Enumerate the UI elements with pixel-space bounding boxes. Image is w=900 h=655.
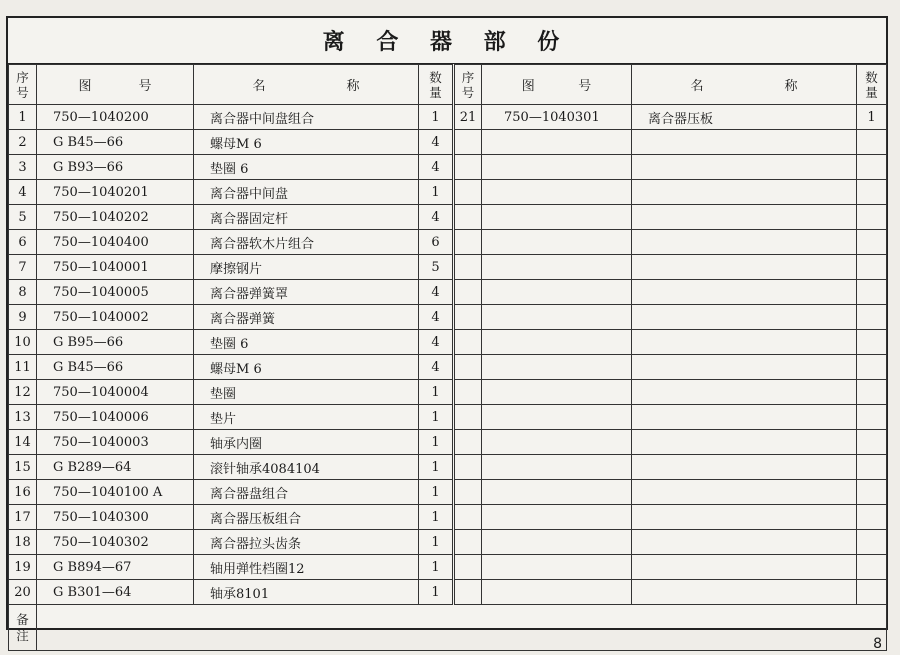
- row-qty-right: [857, 155, 887, 180]
- row-drawing-no: 750—1040005: [37, 280, 194, 305]
- row-drawing-no-right: [482, 255, 632, 280]
- row-name-right: [632, 280, 857, 305]
- row-name: 离合器拉头齿条: [194, 530, 419, 555]
- row-qty-right: [857, 230, 887, 255]
- row-seq-right: [454, 180, 482, 205]
- row-seq-right: [454, 555, 482, 580]
- row-qty-right: [857, 330, 887, 355]
- table-row: [9, 505, 887, 530]
- row-qty: 1: [419, 555, 454, 580]
- row-drawing-no-right: [482, 305, 632, 330]
- row-seq: 16: [9, 480, 37, 505]
- row-qty-right: [857, 130, 887, 155]
- row-qty: 1: [419, 455, 454, 480]
- row-qty: 5: [419, 255, 454, 280]
- row-name: 离合器软木片组合: [194, 230, 419, 255]
- row-seq-right: [454, 280, 482, 305]
- row-name: 垫圈 6: [194, 155, 419, 180]
- row-qty: 1: [419, 530, 454, 555]
- row-seq-right: [454, 505, 482, 530]
- row-name: 离合器盘组合: [194, 480, 419, 505]
- header-name-right: 名 称: [632, 65, 857, 105]
- row-seq-right: [454, 130, 482, 155]
- row-qty-right: [857, 280, 887, 305]
- header-seq-right: 序 号: [454, 65, 482, 105]
- row-qty-right: [857, 380, 887, 405]
- row-name: 滚针轴承4084104: [194, 455, 419, 480]
- header-name: 名 称: [194, 65, 419, 105]
- row-seq: 7: [9, 255, 37, 280]
- row-name: 垫片: [194, 405, 419, 430]
- row-seq-right: [454, 530, 482, 555]
- row-name-right: [632, 155, 857, 180]
- row-name: 垫圈 6: [194, 330, 419, 355]
- row-name-right: [632, 355, 857, 380]
- table-row: [9, 130, 887, 155]
- row-name-right: [632, 130, 857, 155]
- row-seq-right: [454, 430, 482, 455]
- row-name-right: [632, 180, 857, 205]
- row-seq-right: [454, 455, 482, 480]
- row-qty: 1: [419, 580, 454, 605]
- row-seq: 10: [9, 330, 37, 355]
- row-seq: 4: [9, 180, 37, 205]
- row-seq-right: [454, 205, 482, 230]
- row-qty-right: [857, 355, 887, 380]
- row-name-right: [632, 480, 857, 505]
- row-qty-right: [857, 305, 887, 330]
- row-drawing-no: 750—1040202: [37, 205, 194, 230]
- row-qty: 4: [419, 130, 454, 155]
- row-drawing-no-right: [482, 230, 632, 255]
- row-seq-right: [454, 580, 482, 605]
- row-seq-right: [454, 305, 482, 330]
- table-row: [9, 430, 887, 455]
- row-qty-right: [857, 180, 887, 205]
- table-row: [9, 255, 887, 280]
- row-seq: 6: [9, 230, 37, 255]
- row-qty: 4: [419, 155, 454, 180]
- row-seq: 15: [9, 455, 37, 480]
- row-drawing-no: G B93—66: [37, 155, 194, 180]
- row-name: 离合器固定杆: [194, 205, 419, 230]
- row-seq-right: [454, 355, 482, 380]
- row-drawing-no-right: [482, 330, 632, 355]
- table-row: [9, 530, 887, 555]
- row-name-right: 离合器压板: [632, 105, 857, 130]
- row-qty: 6: [419, 230, 454, 255]
- row-seq: 3: [9, 155, 37, 180]
- row-drawing-no: G B894—67: [37, 555, 194, 580]
- row-drawing-no-right: [482, 380, 632, 405]
- row-drawing-no-right: [482, 455, 632, 480]
- row-name-right: [632, 305, 857, 330]
- row-name: 螺母M 6: [194, 355, 419, 380]
- row-drawing-no: G B289—64: [37, 455, 194, 480]
- header-seq: 序 号: [9, 65, 37, 105]
- row-seq-right: [454, 405, 482, 430]
- row-name: 螺母M 6: [194, 130, 419, 155]
- row-seq: 17: [9, 505, 37, 530]
- table-row: [9, 405, 887, 430]
- table-row: [9, 555, 887, 580]
- row-seq: 13: [9, 405, 37, 430]
- row-drawing-no: 750—1040002: [37, 305, 194, 330]
- sheet-title: 离 合 器 部 份: [8, 18, 886, 64]
- row-drawing-no: 750—1040300: [37, 505, 194, 530]
- row-seq-right: [454, 255, 482, 280]
- row-name-right: [632, 330, 857, 355]
- row-qty-right: [857, 455, 887, 480]
- table-row: [9, 305, 887, 330]
- row-name-right: [632, 255, 857, 280]
- row-seq: 19: [9, 555, 37, 580]
- row-drawing-no: G B301—64: [37, 580, 194, 605]
- row-seq: 1: [9, 105, 37, 130]
- row-seq-right: [454, 230, 482, 255]
- row-name-right: [632, 230, 857, 255]
- header-row: [9, 65, 887, 105]
- row-drawing-no: 750—1040001: [37, 255, 194, 280]
- row-name-right: [632, 530, 857, 555]
- row-seq: 14: [9, 430, 37, 455]
- row-qty: 4: [419, 355, 454, 380]
- table-row: [9, 580, 887, 605]
- row-name-right: [632, 455, 857, 480]
- table-row: [9, 180, 887, 205]
- row-qty: 1: [419, 405, 454, 430]
- row-drawing-no: 750—1040004: [37, 380, 194, 405]
- note-row: [9, 605, 887, 651]
- row-drawing-no: G B45—66: [37, 355, 194, 380]
- row-seq-right: [454, 330, 482, 355]
- row-name: 离合器中间盘组合: [194, 105, 419, 130]
- table-row: [9, 455, 887, 480]
- row-qty: 1: [419, 105, 454, 130]
- table-row: [9, 205, 887, 230]
- row-name: 垫圈: [194, 380, 419, 405]
- row-name: 轴用弹性档圈12: [194, 555, 419, 580]
- table-row: [9, 155, 887, 180]
- table-row: [9, 355, 887, 380]
- row-qty-right: [857, 205, 887, 230]
- row-name-right: [632, 555, 857, 580]
- row-qty: 4: [419, 305, 454, 330]
- row-name-right: [632, 430, 857, 455]
- row-drawing-no-right: [482, 355, 632, 380]
- row-qty-right: [857, 430, 887, 455]
- header-drawing-no-right: 图 号: [482, 65, 632, 105]
- row-qty-right: [857, 555, 887, 580]
- row-drawing-no-right: [482, 430, 632, 455]
- row-drawing-no-right: [482, 530, 632, 555]
- row-drawing-no-right: [482, 580, 632, 605]
- table-row: [9, 105, 887, 130]
- row-seq: 8: [9, 280, 37, 305]
- row-qty: 1: [419, 180, 454, 205]
- row-seq: 20: [9, 580, 37, 605]
- row-qty-right: [857, 530, 887, 555]
- row-seq-right: [454, 380, 482, 405]
- header-drawing-no: 图 号: [37, 65, 194, 105]
- row-qty-right: [857, 505, 887, 530]
- row-drawing-no: 750—1040201: [37, 180, 194, 205]
- row-drawing-no: 750—1040006: [37, 405, 194, 430]
- row-drawing-no: G B95—66: [37, 330, 194, 355]
- row-drawing-no: 750—1040200: [37, 105, 194, 130]
- row-qty: 4: [419, 205, 454, 230]
- row-qty-right: [857, 480, 887, 505]
- table-row: [9, 280, 887, 305]
- parts-table: [8, 64, 887, 651]
- row-name: 离合器中间盘: [194, 180, 419, 205]
- row-name: 离合器弹簧: [194, 305, 419, 330]
- row-qty: 1: [419, 430, 454, 455]
- row-drawing-no-right: [482, 180, 632, 205]
- row-qty-right: 1: [857, 105, 887, 130]
- row-drawing-no-right: 750—1040301: [482, 105, 632, 130]
- row-name: 摩擦钢片: [194, 255, 419, 280]
- row-qty: 1: [419, 380, 454, 405]
- row-name: 轴承8101: [194, 580, 419, 605]
- row-name-right: [632, 380, 857, 405]
- row-seq: 11: [9, 355, 37, 380]
- note-label: 备 注: [9, 605, 37, 651]
- row-drawing-no-right: [482, 205, 632, 230]
- row-drawing-no-right: [482, 480, 632, 505]
- row-drawing-no: 750—1040302: [37, 530, 194, 555]
- row-qty-right: [857, 580, 887, 605]
- row-qty: 4: [419, 280, 454, 305]
- row-drawing-no: 750—1040400: [37, 230, 194, 255]
- row-drawing-no: 750—1040003: [37, 430, 194, 455]
- row-drawing-no: G B45—66: [37, 130, 194, 155]
- table-row: [9, 380, 887, 405]
- table-row: [9, 230, 887, 255]
- row-seq: 18: [9, 530, 37, 555]
- table-row: [9, 330, 887, 355]
- note-content: [37, 605, 887, 651]
- row-seq: 9: [9, 305, 37, 330]
- row-qty: 1: [419, 480, 454, 505]
- page-number: 8: [873, 636, 882, 652]
- row-drawing-no-right: [482, 505, 632, 530]
- row-seq: 5: [9, 205, 37, 230]
- row-name: 离合器弹簧罩: [194, 280, 419, 305]
- row-qty: 1: [419, 505, 454, 530]
- row-name: 轴承内圈: [194, 430, 419, 455]
- row-name-right: [632, 580, 857, 605]
- row-seq-right: [454, 480, 482, 505]
- row-drawing-no-right: [482, 405, 632, 430]
- row-qty-right: [857, 255, 887, 280]
- header-qty-right: 数 量: [857, 65, 887, 105]
- row-seq: 12: [9, 380, 37, 405]
- parts-sheet: [6, 16, 888, 643]
- row-seq-right: [454, 155, 482, 180]
- table-row: [9, 480, 887, 505]
- row-seq: 2: [9, 130, 37, 155]
- header-qty: 数 量: [419, 65, 454, 105]
- row-name: 离合器压板组合: [194, 505, 419, 530]
- row-drawing-no: 750—1040100 A: [37, 480, 194, 505]
- row-drawing-no-right: [482, 555, 632, 580]
- row-drawing-no-right: [482, 130, 632, 155]
- row-name-right: [632, 205, 857, 230]
- row-qty-right: [857, 405, 887, 430]
- row-qty: 4: [419, 330, 454, 355]
- row-drawing-no-right: [482, 155, 632, 180]
- row-name-right: [632, 505, 857, 530]
- row-name-right: [632, 405, 857, 430]
- row-drawing-no-right: [482, 280, 632, 305]
- row-seq-right: 21: [454, 105, 482, 130]
